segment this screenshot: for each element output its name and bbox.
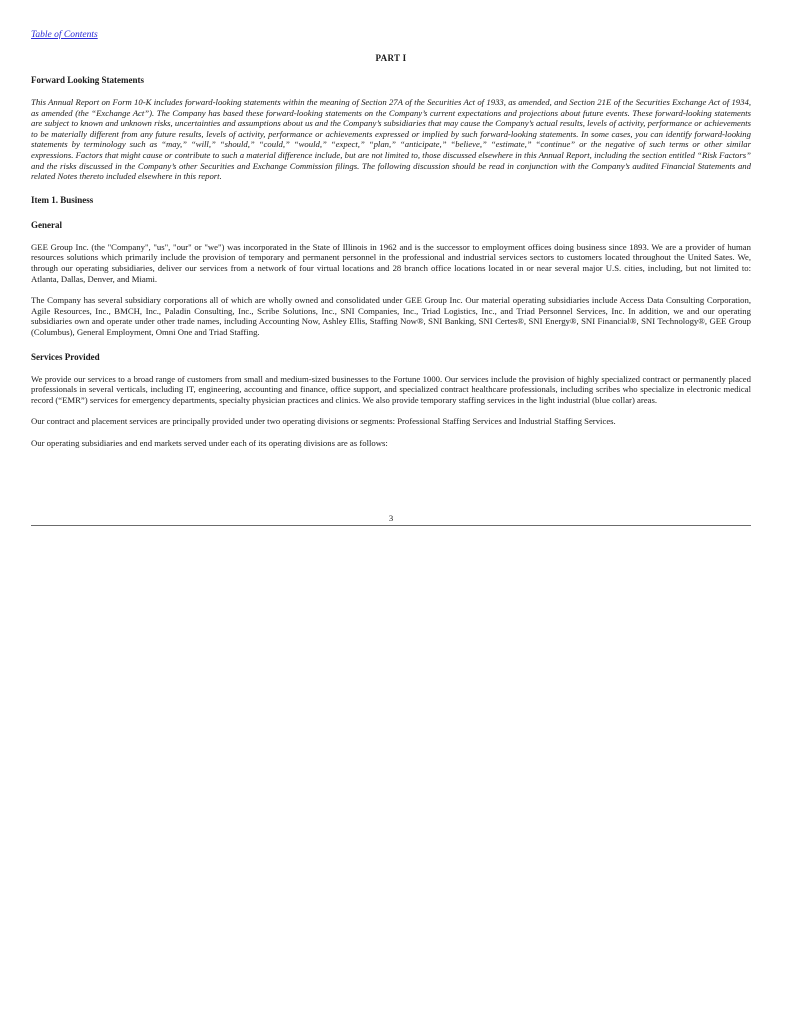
document-page: [31, 24, 751, 448]
forward-looking-heading: Forward Looking Statements: [31, 75, 144, 85]
part-heading: PART I: [375, 53, 407, 63]
forward-looking-section: [31, 74, 751, 182]
services-paragraph: We provide our services to a broad range of customers from small and medium-sized businesses to the Fortune 1000. Our services include the provision of highly specialized contract or permanently placed professionals in several verticals, including IT, engineering, accounting and finance, office support, and specialized contract healthcare professionals, including scribes who specialize in electronic medical record (“EMR”) services for emergency departments, specialty physician practices and clinics. We also provide temporary staffing services in the light industrial (blue collar) areas.: [31, 373, 751, 405]
footer-divider: [31, 525, 751, 526]
general-paragraph: GEE Group Inc. (the "Company", "us", "our" or "we") was incorporated in the State of Illinois in 1962 and is the successor to employment offices doing business since 1893. We are a provider of human resources solutions which primarily include the provision of temporary and permanent personnel in the professional and industrial services sectors to customers located throughout the United Sates. We, through our operating subsidiaries, deliver our services from a network of four virtual locations and 28 branch office locations located in or near several major U.S. cities, including, but not limited to: Atlanta, Dallas, Denver, and Miami.: [31, 241, 751, 284]
services-heading: Services Provided: [31, 351, 100, 362]
forward-looking-paragraph: This Annual Report on Form 10-K includes forward-looking statements within the meaning of Section 27A of the Securities Act of 1933, as amended, and Section 21E of the Securities Exchange Act of 1934, as amended (the “Exchange Act”). The Company has based these forward-looking statements on the Company’s current expectations and projections about future events. These forward-looking statements are subject to known and unknown risks, uncertainties and assumptions about us and the Company’s subsidiaries that may cause the Company’s actual results, levels of activity, performance or achievements to be materially different from any future results, levels of activity, performance or achievements expressed or implied by such forward-looking statements. In some cases, you can identify forward-looking statements by terminology such as “may,” “will,” “should,” “could,” “would,” “expect,” “plan,” “anticipate,” “believe,” “estimate,” “continue” or the negative of such terms or other similar expressions. Factors that might cause or contribute to such a material difference include, but are not limited to, those discussed elsewhere in this Annual Report, including the section entitled “Risk Factors” and the risks discussed in the Company’s other Securities and Exchange Commission filings. The following discussion should be read in conjunction with the Company’s audited Financial Statements and related Notes thereto included elsewhere in this report.: [31, 97, 751, 182]
services-paragraph: Our contract and placement services are principally provided under two operating divisions or segments: Professional Staffing Services and Industrial Staffing Services.: [31, 416, 616, 427]
table-of-contents-link[interactable]: Table of Contents: [31, 30, 98, 40]
services-section: [31, 351, 751, 449]
item-1-business-heading: Item 1. Business: [31, 194, 94, 205]
page-number: 3: [388, 513, 394, 523]
general-paragraph: The Company has several subsidiary corporations all of which are wholly owned and consolidated under GEE Group Inc. Our material operating subsidiaries include Access Data Consulting Corporation, Agile Resources, Inc., BMCH, Inc., Paladin Consulting, Inc., Scribe Solutions, Inc., SNI Companies, Inc., Triad Logistics, Inc., and Triad Personnel Services, Inc. In addition, we and our operating subsidiaries own and operate under other trade names, including Accounting Now, Ashley Ellis, Staffing Now®, SNI Banking, SNI Certes®, SNI Energy®, SNI Financial®, SNI Technology®, GEE Group (Columbus), General Employment, Omni One and Triad Staffing.: [31, 295, 751, 337]
general-heading: General: [31, 219, 62, 230]
services-paragraph: Our operating subsidiaries and end markets served under each of its operating divisions are as follows:: [31, 437, 388, 448]
page-footer: [31, 513, 751, 526]
general-section: [31, 219, 751, 338]
